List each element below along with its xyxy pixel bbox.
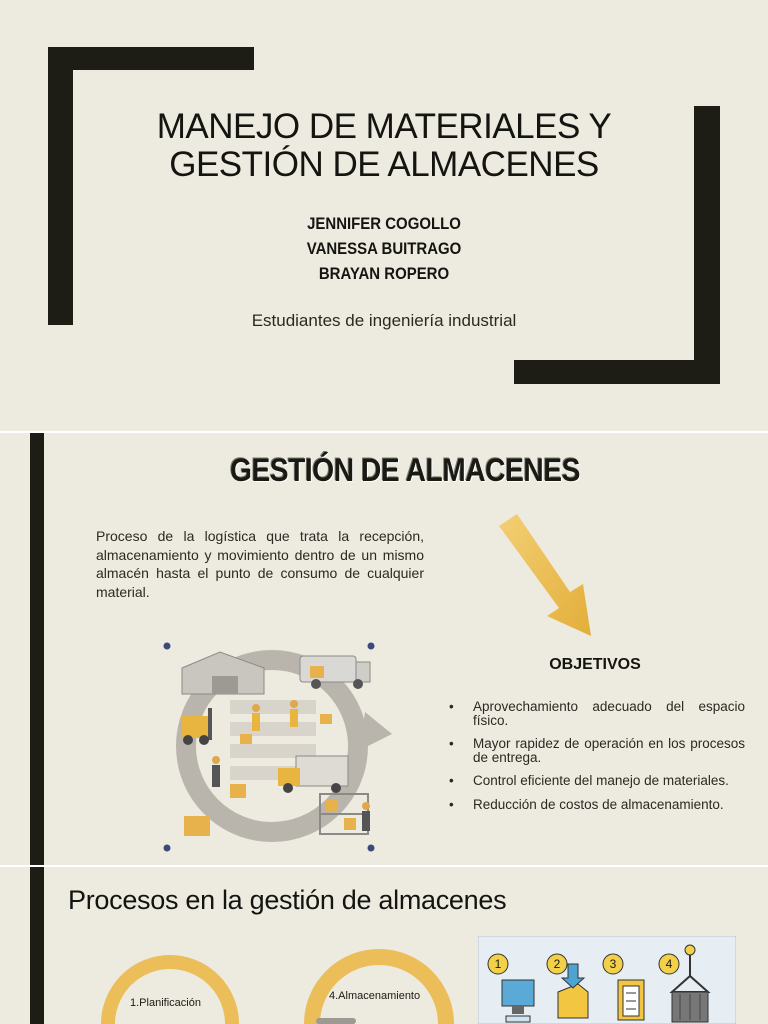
- objectives-heading: OBJETIVOS: [549, 656, 641, 673]
- left-accent-bar: [30, 433, 44, 865]
- title-slide[interactable]: [0, 0, 768, 431]
- warehouse-cycle-illustration: [160, 638, 400, 853]
- frame-bottom-right-vertical: [694, 106, 720, 384]
- presentation-subtitle: Estudiantes de ingeniería industrial: [251, 311, 517, 330]
- objective-item: • Control eficiente del manejo de materiales.: [447, 774, 745, 788]
- title-line-2: GESTIÓN DE ALMACENES: [169, 145, 599, 184]
- definition-paragraph: Proceso de la logística que trata la recepción, almacenamiento y movimiento dentro de un mismo almacén hasta el punto de consumo de cualquier material.: [96, 528, 424, 600]
- author-name: BRAYAN ROPERO: [318, 264, 450, 283]
- slide-title: Procesos en la gestión de almacenes: [68, 885, 507, 915]
- step-number: 1: [494, 957, 502, 971]
- process-ring-planning: [100, 935, 240, 1024]
- author-name: JENNIFER COGOLLO: [307, 214, 461, 233]
- step-number: 4: [665, 957, 673, 971]
- presentation-title: [120, 108, 648, 184]
- step-number: 3: [609, 957, 617, 971]
- frame-top-left-horizontal: [48, 47, 254, 70]
- process-ring-storage: [302, 922, 456, 1024]
- step-number: 2: [553, 957, 561, 971]
- process-step-label: 1.Planificación: [130, 997, 201, 1009]
- frame-bottom-right-horizontal: [514, 360, 720, 384]
- arrow-down-right-icon: [495, 512, 600, 640]
- title-line-1: MANEJO DE MATERIALES Y: [156, 107, 612, 146]
- process-steps-image: [478, 936, 736, 1024]
- process-step-label: 4.Almacenamiento: [329, 990, 421, 1002]
- slide-title: GESTIÓN DE ALMACENES: [229, 452, 580, 488]
- author-list: [240, 211, 529, 286]
- objective-item: • Mayor rapidez de operación en los procesos de entrega.: [447, 737, 745, 764]
- objective-item: • Aprovechamiento adecuado del espacio físico.: [447, 700, 745, 727]
- objective-item: • Reducción de costos de almacenamiento.: [447, 798, 745, 812]
- objectives-list: [447, 700, 745, 821]
- frame-top-left-vertical: [48, 47, 73, 325]
- author-name: VANESSA BUITRAGO: [306, 239, 462, 258]
- left-accent-bar: [30, 867, 44, 1024]
